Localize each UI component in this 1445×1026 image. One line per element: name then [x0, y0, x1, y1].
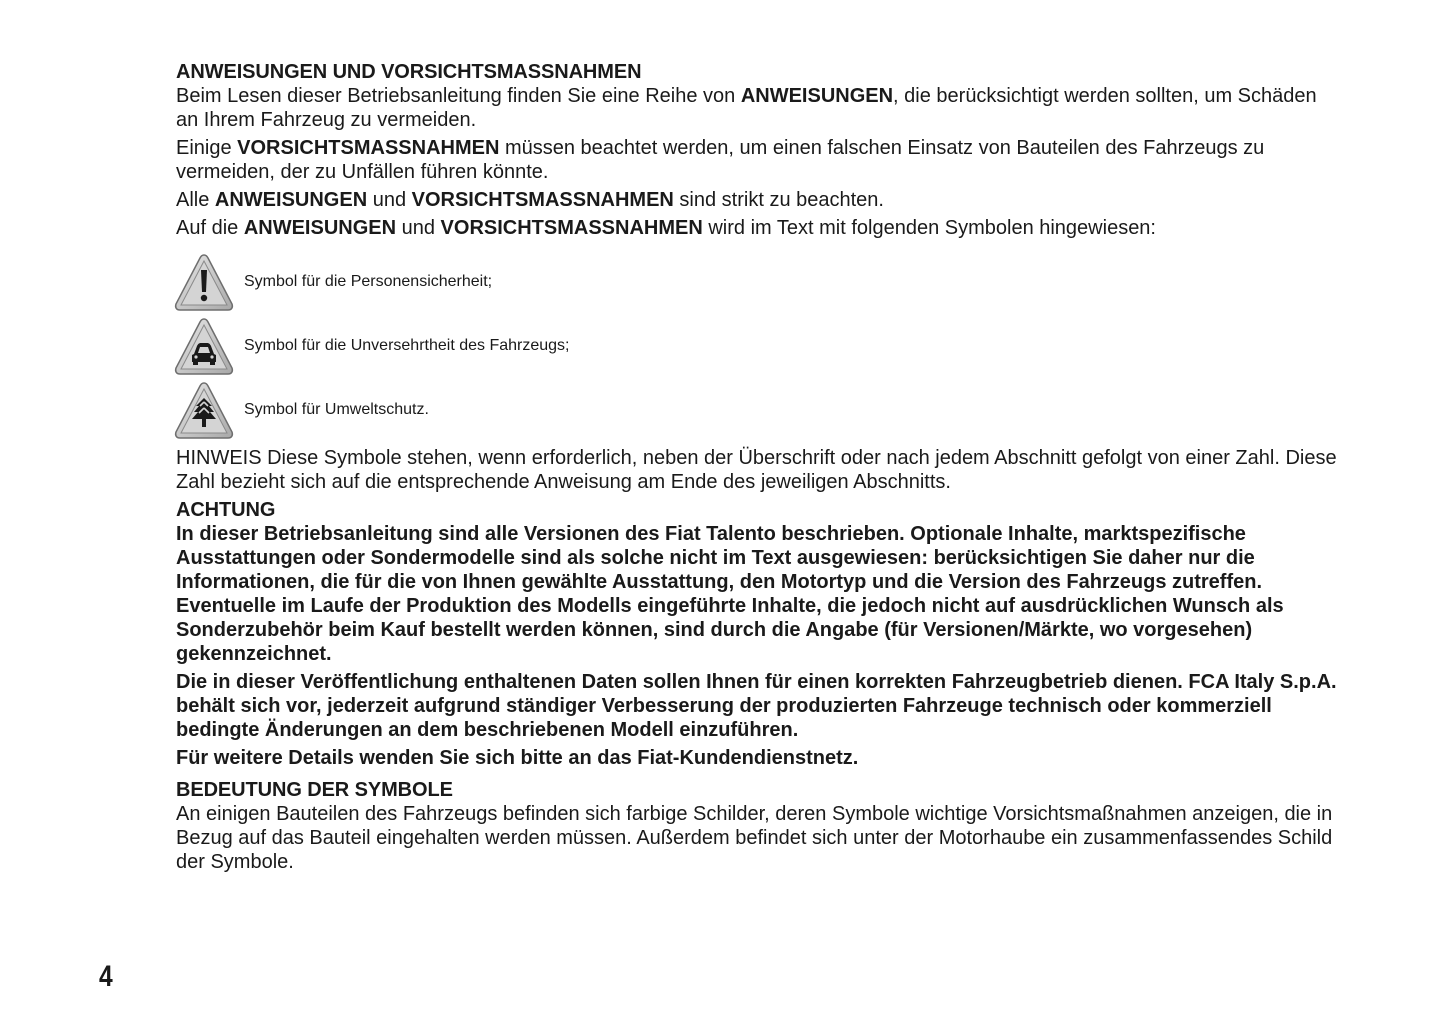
symbol-row-environment [172, 380, 1341, 444]
symbol-label: Symbol für Umweltschutz. [244, 401, 429, 418]
section-heading-instructions: ANWEISUNGEN UND VORSICHTSMASSNAHMEN [176, 61, 642, 83]
text: wird im Text mit folgenden Symbolen hingewiesen: [702, 217, 1156, 239]
page-number: 4 [99, 960, 113, 993]
text: Einige [176, 137, 238, 159]
tree-warning-icon [172, 380, 236, 444]
warning-block [176, 522, 1341, 770]
paragraph-observe-all [176, 188, 1341, 212]
section-heading-symbol-meaning: BEDEUTUNG DER SYMBOLE [176, 779, 453, 801]
symbol-row-personal-safety [172, 252, 1341, 316]
paragraph-instructions-intro [176, 84, 1341, 132]
text: müssen beachtet werden, um einen falschen Einsatz von Bauteilen des Fahrzeugs zu vermeiden, der zu Unfällen führen könnte. [176, 137, 1265, 183]
symbol-label: Symbol für die Personensicherheit; [244, 273, 493, 290]
warning-paragraph-service: Für weitere Details wenden Sie sich bitte an das Fiat-Kundendienstnetz. [176, 747, 859, 769]
text: , die berücksichtigt werden sollten, um Schäden an Ihrem Fahrzeug zu vermeiden. [176, 85, 1317, 131]
bold-term: VORSICHTSMASSNAHMEN [237, 137, 500, 159]
warning-paragraph-data: Die in dieser Veröffentlichung enthaltenen Daten sollen Ihnen für einen korrekten Fahrzeugbetrieb dienen. FCA Italy S.p.A. behält sich vor, jederzeit aufgrund ständiger Verbesserung der produzierten Fahrzeuge technisch oder kommerziell bedingte Änderungen an dem beschriebenen Modell einzuführen. [176, 671, 1337, 741]
paragraph-precautions-intro [176, 136, 1341, 184]
car-warning-icon [172, 316, 236, 380]
text: Auf die [176, 217, 244, 239]
symbol-label: Symbol für die Unversehrtheit des Fahrzeugs; [244, 337, 570, 354]
symbol-list [172, 252, 1341, 444]
page-content [176, 60, 1341, 878]
bold-term: ANWEISUNGEN [214, 189, 368, 211]
bold-term: ANWEISUNGEN [740, 85, 894, 107]
bold-term: ANWEISUNGEN [243, 217, 397, 239]
bold-term: VORSICHTSMASSNAHMEN [411, 189, 674, 211]
text: Alle [176, 189, 215, 211]
text: und [396, 217, 441, 239]
text: und [367, 189, 412, 211]
note-paragraph: HINWEIS Diese Symbole stehen, wenn erforderlich, neben der Überschrift oder nach jedem Abschnitt gefolgt von einer Zahl. Diese Zahl bezieht sich auf die entsprechende Anweisung am Ende des jeweiligen Abschnitts. [176, 447, 1337, 493]
paragraph-symbol-meaning: An einigen Bauteilen des Fahrzeugs befinden sich farbige Schilder, deren Symbole wichtige Vorsichtsmaßnahmen anzeigen, die in Bezug auf das Bauteil eingehalten werden müssen. Außerdem befindet sich unter der Motorhaube ein zusammenfassendes Schild der Symbole. [176, 803, 1333, 873]
exclamation-warning-icon [172, 252, 236, 316]
warning-paragraph-versions: In dieser Betriebsanleitung sind alle Versionen des Fiat Talento beschrieben. Optionale Inhalte, marktspezifische Ausstattungen oder Sondermodelle sind als solche nicht im Text ausgewiesen: berücksichtigen Sie daher nur die Informationen, die für die von Ihnen gewählte Ausstattung, den Motortyp und die Version des Fahrzeugs zutreffen. Eventuelle im Laufe der Produktion des Modells eingeführte Inhalte, die jedoch nicht auf ausdrücklichen Wunsch als Sonderzubehör beim Kauf bestellt werden können, sind durch die Angabe (für Versionen/Märkte, wo vorgesehen) gekennzeichnet. [176, 523, 1284, 665]
symbol-row-vehicle-integrity [172, 316, 1341, 380]
text: sind strikt zu beachten. [673, 189, 884, 211]
warning-heading: ACHTUNG [176, 499, 276, 521]
bold-term: VORSICHTSMASSNAHMEN [440, 217, 703, 239]
paragraph-symbols-intro [176, 216, 1341, 240]
text: Beim Lesen dieser Betriebsanleitung finden Sie eine Reihe von [176, 85, 741, 107]
